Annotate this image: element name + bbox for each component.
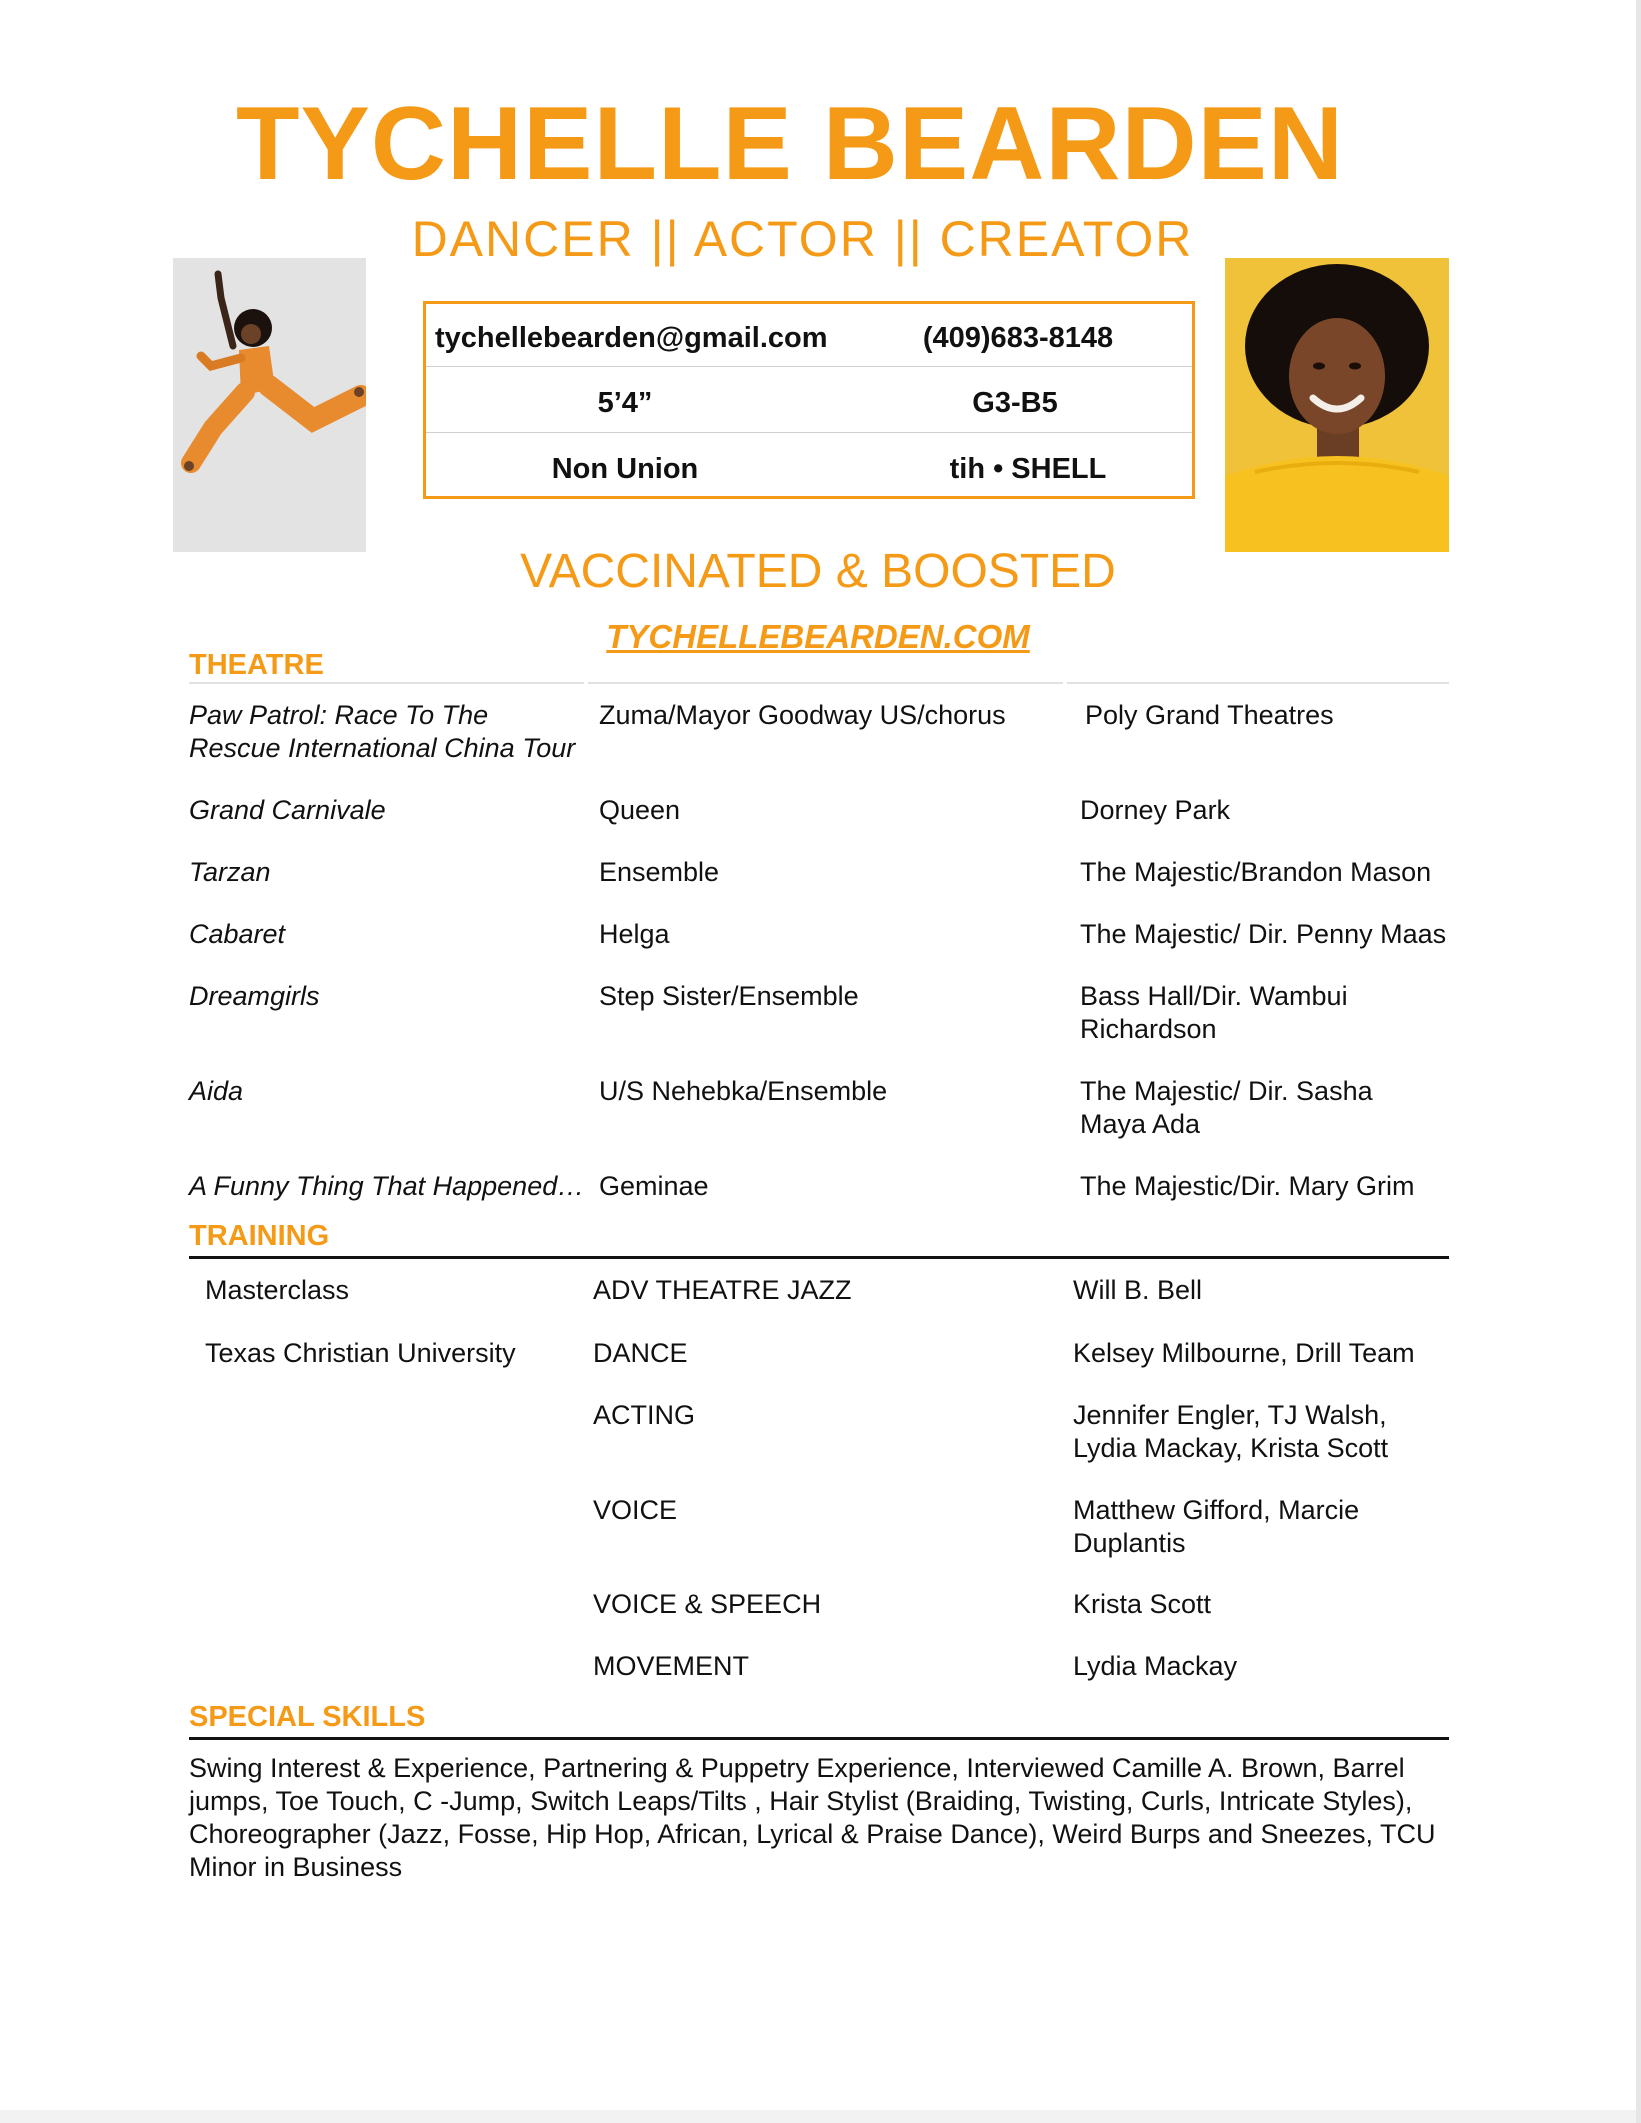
show-title: Paw Patrol: Race To The Rescue International China Tour [189, 700, 576, 763]
headshot-photo [1225, 258, 1449, 552]
info-divider [426, 432, 1192, 433]
show-title: Dreamgirls [189, 981, 320, 1011]
discipline: ADV THEATRE JAZZ [593, 1275, 852, 1305]
training-heading: TRAINING [189, 1220, 330, 1252]
vocal-range: G3-B5 [972, 387, 1058, 419]
venue: Poly Grand Theatres [1085, 700, 1334, 730]
discipline: MOVEMENT [593, 1651, 750, 1681]
theatre-column-rule [1067, 682, 1449, 684]
institution: Texas Christian University [205, 1338, 516, 1368]
teachers: Kelsey Milbourne, Drill Team [1073, 1338, 1415, 1368]
venue: Bass Hall/Dir. Wambui Richardson [1080, 981, 1348, 1044]
role: Queen [599, 795, 681, 825]
phone[interactable]: (409)683-8148 [922, 322, 1114, 354]
theatre-heading: THEATRE [189, 649, 324, 681]
show-title: Cabaret [189, 919, 286, 949]
special-skills-rule [189, 1737, 1449, 1740]
theatre-column-rule [189, 682, 584, 684]
teachers: Krista Scott [1073, 1589, 1212, 1619]
dance-photo [173, 258, 366, 552]
theatre-column-rule [588, 682, 1063, 684]
show-title: Aida [189, 1076, 244, 1106]
role: Step Sister/Ensemble [599, 981, 859, 1011]
discipline: VOICE & SPEECH [593, 1589, 822, 1619]
venue: The Majestic/ Dir. Penny Maas [1080, 919, 1447, 949]
institution: Masterclass [205, 1275, 350, 1305]
info-divider [426, 366, 1192, 367]
role: Geminae [599, 1171, 709, 1201]
email[interactable]: tychellebearden@gmail.com [435, 322, 828, 354]
venue: The Majestic/Dir. Mary Grim [1080, 1171, 1415, 1201]
teachers: Will B. Bell [1073, 1275, 1203, 1305]
special-skills-heading: SPECIAL SKILLS [189, 1701, 426, 1733]
discipline: DANCE [593, 1338, 688, 1368]
role: Ensemble [599, 857, 720, 887]
venue: Dorney Park [1080, 795, 1231, 825]
special-skills-text: Swing Interest & Experience, Partnering & Puppetry Experience, Interviewed Camille A. Brown, Barrel jumps, Toe Touch, C -Jump, Switch Leaps/Tilts , Hair Stylist (Braiding, Twisting, Curls, Intricate Styles), Choreographer (Jazz, Fosse, Hip Hop, African, Lyrical & Praise Dance), Weird Burps and Sneezes, TCU Minor in Business [189, 1753, 1436, 1882]
discipline: ACTING [593, 1400, 696, 1430]
venue: The Majestic/ Dir. Sasha Maya Ada [1080, 1076, 1373, 1139]
teachers: Lydia Mackay [1073, 1651, 1238, 1681]
height: 5’4” [597, 387, 653, 419]
role: Zuma/Mayor Goodway US/chorus [599, 700, 1006, 730]
training-rule [189, 1256, 1449, 1259]
show-title: A Funny Thing That Happened… [189, 1171, 585, 1201]
teachers: Jennifer Engler, TJ Walsh, Lydia Mackay, Krista Scott [1073, 1400, 1389, 1463]
vaccination-status: VACCINATED & BOOSTED [520, 545, 1116, 598]
website-link[interactable]: TYCHELLEBEARDEN.COM [606, 618, 1030, 655]
venue: The Majestic/Brandon Mason [1080, 857, 1432, 887]
role: U/S Nehebka/Ensemble [599, 1076, 888, 1106]
name-heading: TYCHELLE BEARDEN [235, 86, 1345, 202]
agency: tih • SHELL [949, 453, 1107, 485]
discipline: VOICE [593, 1495, 678, 1525]
union-status: Non Union [551, 453, 699, 485]
show-title: Grand Carnivale [189, 795, 386, 825]
tagline: DANCER || ACTOR || CREATOR [411, 211, 1194, 267]
show-title: Tarzan [189, 857, 271, 887]
teachers: Matthew Gifford, Marcie Duplantis [1073, 1495, 1360, 1558]
page-edge [1636, 0, 1641, 2123]
role: Helga [599, 919, 670, 949]
